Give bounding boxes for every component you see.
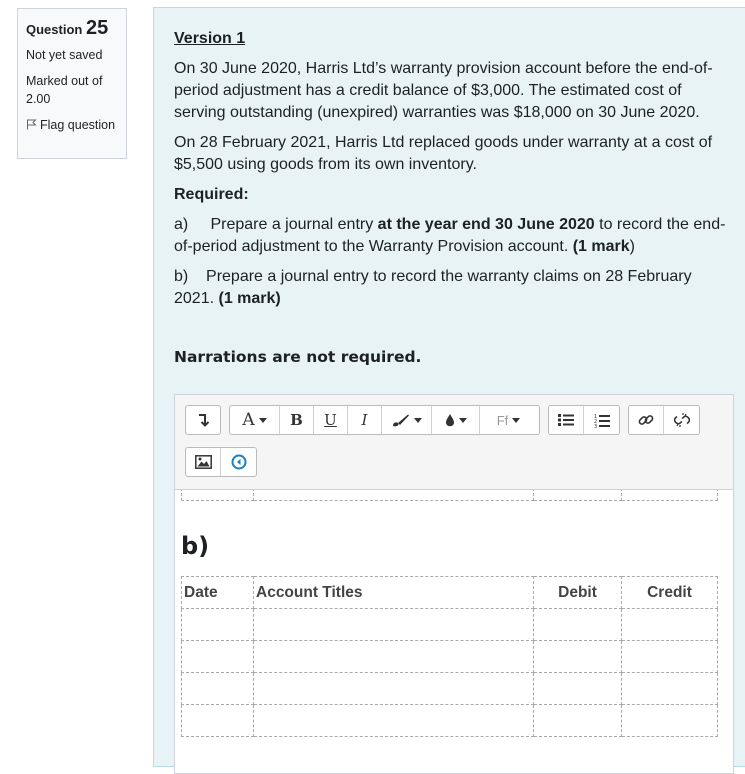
question-number-value: 25	[85, 17, 109, 39]
unlink-icon	[674, 412, 690, 428]
font-family-glyph: Ff	[496, 412, 509, 428]
toolbar-group-toggle	[185, 405, 221, 435]
link-button[interactable]	[629, 406, 664, 434]
table-row	[182, 673, 718, 705]
chevron-down-icon	[414, 418, 422, 423]
question-state: Not yet saved	[26, 48, 103, 62]
flag-question-link[interactable]	[26, 116, 118, 134]
font-size-glyph: A	[242, 410, 255, 430]
table-cell[interactable]	[534, 609, 622, 641]
requirement-a-mark: (1 mark	[572, 238, 630, 255]
table-cell[interactable]	[182, 490, 254, 501]
question-text	[174, 28, 734, 368]
table-cell[interactable]	[622, 490, 718, 501]
svg-text:2: 2	[593, 418, 597, 425]
bold-glyph: B	[290, 411, 303, 429]
question-number	[26, 17, 118, 40]
font-family-dropdown[interactable]	[480, 406, 537, 434]
italic-glyph: I	[361, 411, 368, 429]
ordered-list-button[interactable]	[584, 406, 619, 434]
requirement-b-mark: (1 mark)	[218, 290, 281, 307]
drop-icon	[445, 413, 455, 427]
table-cell[interactable]	[254, 673, 534, 705]
requirement-a	[174, 214, 734, 258]
requirement-a-text: Prepare a journal entry	[210, 216, 378, 233]
flag-icon	[26, 119, 37, 130]
chevron-down-icon	[512, 418, 520, 423]
toolbar-group-links	[628, 405, 700, 435]
font-size-dropdown[interactable]	[230, 406, 280, 434]
journal-table-a	[181, 490, 718, 501]
journal-table-b	[181, 576, 718, 737]
table-cell[interactable]	[182, 673, 254, 705]
unlink-button[interactable]	[664, 406, 699, 434]
insert-image-button[interactable]	[186, 448, 221, 476]
section-b-heading: b)	[181, 532, 210, 560]
table-row	[182, 490, 718, 501]
flag-question-label[interactable]: Flag question	[40, 118, 116, 132]
table-cell[interactable]	[534, 641, 622, 673]
table-cell[interactable]	[254, 490, 534, 501]
text-color-dropdown[interactable]	[382, 406, 432, 434]
header-date[interactable]: Date	[182, 577, 254, 609]
table-cell[interactable]	[182, 609, 254, 641]
table-cell[interactable]	[182, 641, 254, 673]
table-cell[interactable]	[622, 641, 718, 673]
italic-button[interactable]	[348, 406, 382, 434]
underline-glyph: U	[324, 411, 337, 429]
chevron-down-icon	[459, 418, 467, 423]
table-cell[interactable]	[534, 673, 622, 705]
question-paragraph-1: On 30 June 2020, Harris Ltd’s warranty provision account before the end-of-period adjustment has a credit balance of $3,000. The estimated cost of serving outstanding (unexpired) warranties was $18,000 on 30 June 2020.	[174, 60, 713, 121]
toolbar-group-media	[185, 447, 257, 477]
header-account-titles[interactable]: Account Titles	[254, 577, 534, 609]
requirement-a-prefix: a)	[174, 216, 189, 233]
header-credit[interactable]: Credit	[622, 577, 718, 609]
narration-note: Narrations are not required.	[174, 348, 422, 366]
table-row	[182, 641, 718, 673]
brush-icon	[392, 413, 410, 427]
question-label: Question	[26, 22, 83, 37]
table-cell[interactable]	[622, 705, 718, 737]
table-row	[182, 705, 718, 737]
requirement-a-close: )	[629, 238, 635, 255]
requirement-b-text: Prepare a journal entry to record the warranty claims on 28 February 2021.	[174, 268, 692, 307]
background-color-dropdown[interactable]	[432, 406, 480, 434]
requirement-a-text-2: to record the end-of-period adjustment to the Warranty Provision account.	[174, 216, 726, 255]
bullet-list-icon	[558, 413, 574, 427]
requirement-b	[174, 266, 734, 310]
show-more-button[interactable]	[186, 406, 220, 434]
table-cell[interactable]	[254, 609, 534, 641]
toolbar-group-lists	[548, 405, 620, 435]
question-formulation	[153, 7, 745, 767]
media-icon	[231, 454, 247, 470]
bold-button[interactable]	[280, 406, 314, 434]
table-cell[interactable]	[622, 609, 718, 641]
editor-toolbar	[175, 395, 733, 490]
chevron-down-icon	[259, 418, 267, 423]
editor-content-area[interactable]	[175, 490, 733, 773]
answer-editor	[174, 394, 734, 774]
show-more-icon	[197, 413, 209, 427]
question-paragraph-2: On 28 February 2021, Harris Ltd replaced goods under warranty at a cost of $5,500 using goods from its own inventory.	[174, 134, 713, 173]
question-info	[17, 8, 127, 159]
toolbar-group-format	[229, 405, 540, 435]
required-heading: Required:	[174, 186, 249, 203]
numbered-list-icon	[594, 413, 610, 428]
image-icon	[195, 455, 212, 469]
header-debit[interactable]: Debit	[534, 577, 622, 609]
table-header-row	[182, 577, 718, 609]
requirement-b-prefix: b)	[174, 268, 189, 285]
table-cell[interactable]	[182, 705, 254, 737]
svg-text:3: 3	[593, 423, 597, 428]
svg-text:1: 1	[593, 413, 597, 420]
insert-media-button[interactable]	[221, 448, 256, 476]
question-marks: Marked out of 2.00	[26, 74, 103, 106]
table-cell[interactable]	[622, 673, 718, 705]
version-heading: Version 1	[174, 30, 246, 47]
requirement-a-date: at the year end 30 June 2020	[377, 216, 595, 233]
underline-button[interactable]	[314, 406, 348, 434]
table-row	[182, 609, 718, 641]
table-cell[interactable]	[534, 705, 622, 737]
table-cell[interactable]	[534, 490, 622, 501]
link-icon	[638, 412, 654, 428]
table-cell[interactable]	[254, 641, 534, 673]
table-cell[interactable]	[254, 705, 534, 737]
unordered-list-button[interactable]	[549, 406, 584, 434]
